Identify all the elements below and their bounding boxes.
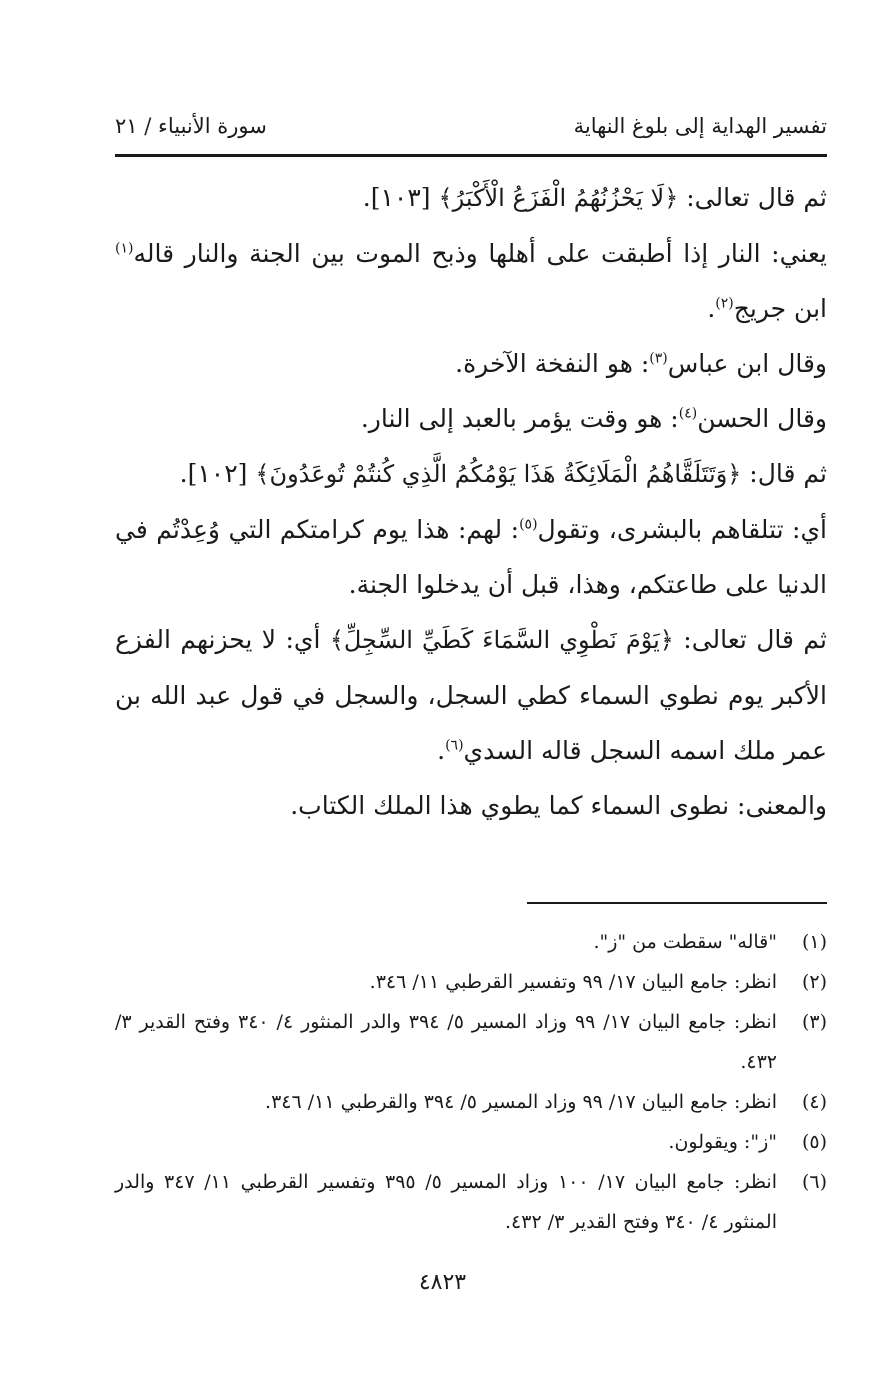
footnote-marker[interactable]: (٦) (445, 737, 464, 754)
paragraph-text: أي: لا يحزنهم الفزع الأكبر يوم نطوي السماء كطي السجل، والسجل في قول عبد الله بن عمر ملك اسمه السجل قاله السدي (115, 625, 827, 765)
footnote-marker[interactable]: (٢) (715, 295, 734, 312)
footnote-item (115, 922, 827, 962)
paragraph-text: وقال ابن عباس (667, 349, 827, 378)
footnote-item (115, 962, 827, 1002)
paragraph-text: : هو وقت يؤمر بالعبد إلى النار. (360, 404, 679, 433)
paragraph-text: يعني: النار إذا أطبقت على أهلها وذبح الموت بين الجنة والنار قاله (133, 239, 827, 268)
page-number: ٤٨٢٣ (418, 1270, 467, 1295)
footnote-item (115, 1162, 827, 1242)
paragraph-text: . (707, 294, 716, 323)
footnote-text: انظر: جامع البيان ١٧/ ٩٩ وتفسير القرطبي ١١/ ٣٤٦. (369, 971, 777, 993)
footnote-number: (١) (801, 931, 827, 953)
footnote-number: (٢) (801, 971, 827, 993)
footnotes (115, 922, 827, 1242)
surah-reference: سورة الأنبياء / ٢١ (115, 114, 267, 138)
paragraph-lead: ثم قال: (749, 459, 827, 488)
footnote-text: انظر: جامع البيان ١٧/ ١٠٠ وزاد المسير ٥/ ٣٩٥ وتفسير القرطبي ١١/ ٣٤٧ والدر المنثور ٤/ ٣٤٠ وفتح القدير ٣/ ٤٣٢. (115, 1171, 777, 1233)
footnote-number: (٥) (801, 1131, 827, 1153)
footnote-marker[interactable]: (٤) (678, 405, 698, 422)
running-header (115, 108, 827, 157)
paragraph-2 (115, 226, 827, 336)
paragraph-7 (115, 612, 827, 778)
paragraph-text: : هو النفخة الآخرة. (455, 349, 650, 378)
paragraph-text: والمعنى: نطوى السماء كما يطوي هذا الملك الكتاب. (290, 791, 827, 820)
paragraph-4 (115, 391, 827, 446)
footnote-marker[interactable]: (٣) (649, 350, 668, 367)
quran-verse: ﴿لَا يَحْزُنُهُمُ الْفَزَعُ الْأَكْبَرُ﴾ (438, 184, 679, 212)
paragraph-6 (115, 502, 827, 612)
footnote-text: "قاله" سقطت من "ز". (593, 931, 777, 953)
paragraph-text: . (437, 736, 446, 765)
footnote-text: "ز": ويقولون. (668, 1131, 777, 1153)
paragraph-3 (115, 336, 827, 391)
book-title: تفسير الهداية إلى بلوغ النهاية (573, 114, 827, 138)
paragraph-5 (115, 446, 827, 502)
footnote-item (115, 1122, 827, 1162)
quran-verse: ﴿وَتَتَلَقَّاهُمُ الْمَلَائِكَةُ هَذَا يَوْمُكُمُ الَّذِي كُنتُمْ تُوعَدُونَ﴾ (255, 460, 742, 488)
footnote-number: (٤) (801, 1091, 827, 1113)
main-text (115, 170, 827, 833)
footnote-divider (527, 902, 827, 904)
footnote-number: (٦) (801, 1171, 827, 1193)
verse-number: [١٠٣]. (362, 183, 431, 212)
footnote-number: (٣) (801, 1011, 827, 1033)
footnote-text: انظر: جامع البيان ١٧/ ٩٩ وزاد المسير ٥/ ٣٩٤ والدر المنثور ٤/ ٣٤٠ وفتح القدير ٣/ ٤٣٢. (115, 1011, 777, 1073)
paragraph-text: أي: تتلقاهم بالبشرى، وتقول (537, 515, 827, 544)
footnote-item (115, 1002, 827, 1082)
footnote-item (115, 1082, 827, 1122)
paragraph-text: ابن جريج (733, 294, 827, 323)
verse-number: [١٠٢]. (179, 459, 248, 488)
paragraph-text: : لهم: هذا يوم كرامتكم التي وُعِدْتُم في الدنيا على طاعتكم، وهذا، قبل أن يدخلوا الجنة. (115, 515, 827, 599)
quran-verse: ﴿يَوْمَ نَطْوِي السَّمَاءَ كَطَيِّ السِّجِلِّ﴾ (329, 626, 674, 654)
paragraph-8 (115, 778, 827, 833)
paragraph-1 (115, 170, 827, 226)
footnote-marker[interactable]: (٥) (519, 516, 538, 533)
paragraph-lead: ثم قال تعالى: (686, 183, 827, 212)
footnote-text: انظر: جامع البيان ١٧/ ٩٩ وزاد المسير ٥/ ٣٩٤ والقرطبي ١١/ ٣٤٦. (265, 1091, 777, 1113)
paragraph-lead: ثم قال تعالى: (683, 625, 827, 654)
footnote-marker[interactable]: (١) (115, 240, 134, 257)
paragraph-text: وقال الحسن (697, 404, 827, 433)
